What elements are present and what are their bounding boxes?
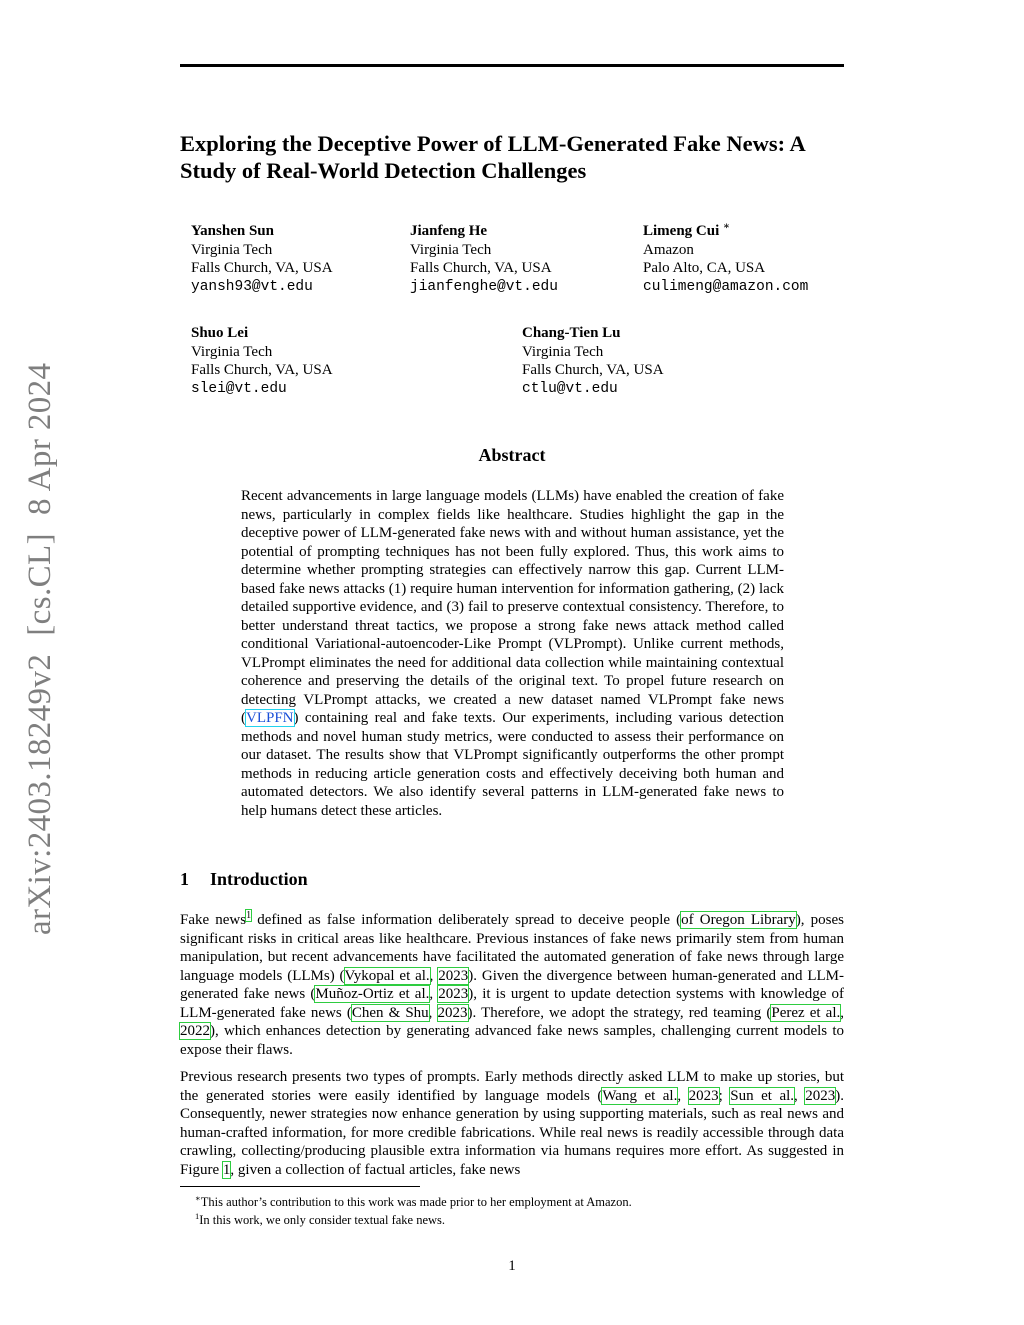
author-location: Falls Church, VA, USA — [522, 362, 664, 378]
text-run: Previous research presents two types of prompts. Early methods directly asked LLM to make up stories, but the generated stories were easily identified by language models ( — [180, 1069, 844, 1104]
citation-link[interactable]: Perez et al. — [771, 1004, 841, 1021]
abstract-heading: Abstract — [478, 445, 546, 465]
footnote — [195, 1208, 445, 1228]
footnote-text: In this work, we only consider textual fake news. — [199, 1213, 446, 1228]
author-location: Falls Church, VA, USA — [191, 362, 333, 378]
text-run: defined as false information deliberately spread to deceive people ( — [251, 912, 682, 928]
footnote-rule — [180, 1186, 420, 1187]
author-affiliation: Virginia Tech — [522, 343, 604, 360]
author-email[interactable]: jianfenghe@vt.edu — [410, 278, 558, 295]
paper-title: Exploring the Deceptive Power of LLM-Generated Fake News: A Study of Real-World Detection Challenges — [180, 131, 805, 183]
author-affiliation: Virginia Tech — [191, 241, 273, 258]
author-location: Falls Church, VA, USA — [410, 260, 552, 276]
citation-link[interactable]: of Oregon Library — [681, 912, 796, 928]
text-run: ), which enhances detection by generating advanced fake news samples, challenging current models to expose their flaws. — [180, 1023, 844, 1058]
arxiv-id[interactable]: arXiv:2403.18249v2 — [22, 653, 58, 935]
author-name: Limeng Cui — [643, 223, 720, 239]
author-location: Falls Church, VA, USA — [191, 260, 333, 276]
author-name: Chang-Tien Lu — [522, 325, 621, 341]
author-location: Palo Alto, CA, USA — [643, 260, 766, 276]
author-block — [643, 222, 808, 296]
intro-paragraph: Fake news$^1$ defined as false information deliberately spread to deceive people (of Oregon Library), poses significant risks in critical areas like healthcare. Previous instances of fake news primarily stem from human manipulation, but recent advancements have facilitated the automated generation of fake news through large language models (LLMs) (Vykopal et al., 2023). Given the divergence between human-generated and LLM-generated fake news (Muñoz-Ortiz et al., 2023), it is urgent to update detection systems with knowledge of LLM-generated fake news (Chen & Shu, 2023). Therefore, we adopt the strategy, red teaming (Perez et al., 2022), which enhances detection by generating advanced fake news samples, challenging current models to expose their flaws. — [180, 910, 845, 1058]
author-email[interactable]: slei@vt.edu — [191, 380, 287, 397]
author-name-line — [643, 222, 808, 241]
text-run: ). Given the divergence between human-generated and LLM-generated fake news ( — [180, 967, 844, 1002]
figure-link[interactable]: 1 — [222, 1161, 231, 1178]
text-run: ), it is urgent to update detection systems with knowledge of LLM-generated fake news ( — [180, 986, 845, 1021]
footnote-link[interactable]: 1 — [246, 910, 252, 921]
author-affiliation: Virginia Tech — [410, 241, 492, 258]
intro-paragraph: Previous research presents two types of prompts. Early methods directly asked LLM to make up stories, but the generated stories were easily identified by language models (Wang et al., 2023; Sun et al., 2023). Consequently, newer strategies now enhance generation by using supporting materials, such as real news and human-crafted information, for more credible fabrications. While real news is readily accessible through data crawling, collecting/producing plausible extra information via humans requires more effort. As suggested in Figure 1, given a collection of factual articles, fake news — [180, 1069, 845, 1178]
citation-year-link[interactable]: 2022 — [180, 1023, 210, 1039]
author-affiliation: Virginia Tech — [191, 343, 273, 360]
citation-link[interactable]: Sun et al. — [730, 1087, 795, 1104]
text-run: ), poses significant risks in critical areas like healthcare. Previous instances of fake news primarily stem from human manipulation, but recent advancements have facilitated the automated generation of fake news through large language models (LLMs) ( — [180, 912, 844, 984]
text-run: ). Therefore, we adopt the strategy, red teaming ( — [467, 1004, 772, 1021]
section-number: 1 — [180, 869, 189, 889]
abstract-body: ) containing real and fake texts. Our experiments, including various detection methods and novel human study metrics, were conducted to assess their performance on our dataset. The results show that VLPrompt significantly outperforms the other prompt methods in reducing article generation costs and effectively deceiving both human and automated detectors. We also identify several patterns in LLM-generated fake news to help humans detect these articles. — [241, 710, 784, 819]
footnote-mark: ∗ — [195, 1193, 201, 1203]
citation-link[interactable]: Vykopal et al. — [344, 967, 430, 984]
footnote-mark: 1 — [195, 1211, 200, 1221]
author-block — [522, 324, 664, 398]
author-name: Shuo Lei — [191, 325, 249, 341]
author-block — [410, 222, 558, 296]
abstract-text — [241, 487, 784, 820]
author-name: Yanshen Sun — [191, 223, 274, 239]
citation-year-link[interactable]: 2023 — [805, 1087, 836, 1104]
dataset-link[interactable]: VLPFN — [246, 710, 294, 726]
footnote-text: This author’s contribution to this work was made prior to her employment at Amazon. — [200, 1195, 632, 1210]
abstract-body: Recent advancements in large language models (LLMs) have enabled the creation of fake news, particularly in complex fields like healthcare. Studies highlight the gap in the deceptive power of LLM-generated fake news with and without human assistance, yet the potential of prompting techniques has not been fully explored. Thus, this work aims to determine whether prompting strategies can effectively narrow this gap. Current LLM-based fake news attacks (1) require human intervention for information gathering, (2) lack detailed supportive evidence, and (3) fail to preserve contextual consistency. Therefore, to better understand threat tactics, we propose a strong fake news attack method called conditional Variational-autoencoder-Like Prompt (VLPrompt). Unlike current methods, VLPrompt eliminates the need for additional data collection while maintaining contextual coherence and preserving the details of the original text. To propel future research on detecting VLPrompt attacks, we created a new dataset named VLPrompt fake news ( — [241, 488, 784, 726]
section-title: Introduction — [210, 869, 308, 889]
page-number: 1 — [508, 1258, 516, 1274]
text-run: Fake news — [180, 912, 247, 928]
section-heading — [180, 869, 308, 890]
arxiv-date: 8 Apr 2024 — [22, 362, 58, 516]
citation-link[interactable]: Muñoz-Ortiz et al. — [315, 986, 430, 1002]
citation-link[interactable]: Chen & Shu — [351, 1004, 429, 1021]
author-affiliation: Amazon — [643, 241, 694, 258]
arxiv-sidebar-stamp — [20, 355, 60, 935]
arxiv-category: [cs.CL] — [22, 533, 58, 636]
citation-link[interactable]: Wang et al. — [602, 1087, 678, 1104]
author-email[interactable]: culimeng@amazon.com — [643, 278, 809, 295]
author-name: Jianfeng He — [410, 223, 488, 239]
citation-year-link[interactable]: 2023 — [438, 986, 469, 1002]
author-email[interactable]: ctlu@vt.edu — [522, 380, 618, 397]
author-block — [191, 222, 333, 296]
citation-year-link[interactable]: 2023 — [688, 1087, 719, 1104]
title-top-rule — [180, 64, 844, 67]
citation-year-link[interactable]: 2023 — [438, 967, 469, 984]
author-footnote-mark[interactable]: ∗ — [723, 221, 730, 232]
text-run: ). Consequently, newer strategies now enhance generation by using supporting materials, such as real news and human-crafted information, for more credible fabrications. While real news is readily accessible through data crawling, collecting/producing plausible extra information via humans requires more effort. As suggested in Figure — [180, 1087, 845, 1178]
citation-year-link[interactable]: 2023 — [437, 1004, 468, 1021]
author-email[interactable]: yansh93@vt.edu — [191, 278, 313, 295]
author-block — [191, 324, 333, 398]
text-run: , given a collection of factual articles, fake news — [230, 1161, 521, 1178]
